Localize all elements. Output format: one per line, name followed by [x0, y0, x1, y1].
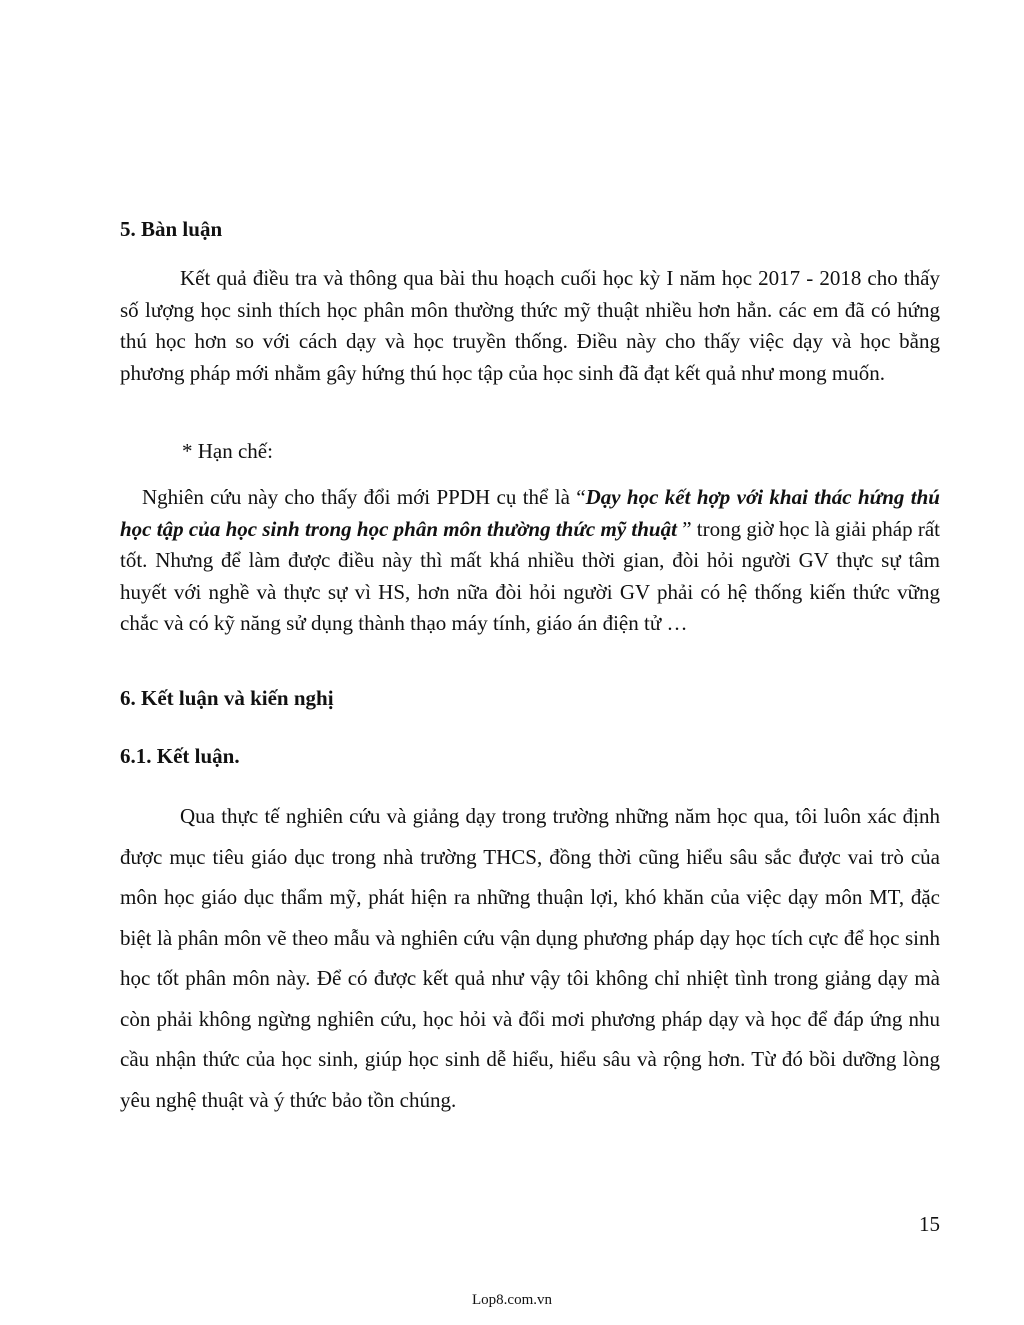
page-number: 15 — [919, 1212, 940, 1236]
limitation-paragraph — [120, 482, 940, 640]
limitation-label: * Hạn chế: — [182, 439, 273, 463]
section-6-heading: 6. Kết luận và kiến nghị — [120, 686, 334, 710]
limitation-prefix: Nghiên cứu này cho thấy đổi mới PPDH cụ thể là “ — [142, 485, 586, 509]
footer-source: Lop8.com.vn — [472, 1292, 552, 1308]
section-6-1-heading: 6.1. Kết luận. — [120, 744, 240, 768]
section-6-1-paragraph: Qua thực tế nghiên cứu và giảng dạy trong trường những năm học qua, tôi luôn xác định được mục tiêu giáo dục trong nhà trường THCS, đồng thời cũng hiểu sâu sắc được vai trò của môn học giáo dục thẩm mỹ, phát hiện ra những thuận lợi, khó khăn của việc dạy môn MT, đặc biệt là phân môn vẽ theo mẫu và nghiên cứu vận dụng phương pháp dạy học tích cực để học sinh học tốt phân môn này. Để có được kết quả như vậy tôi không chỉ nhiệt tình trong giảng dạy mà còn phải không ngừng nghiên cứu, học hỏi và đổi mơi phương pháp dạy và học để đáp ứng nhu cầu nhận thức của học sinh, giúp học sinh dễ hiểu, hiểu sâu và rộng hơn. Từ đó bồi dưỡng lòng yêu nghệ thuật và ý thức bảo tồn chúng. — [120, 804, 940, 1112]
limitation-suffix: ” trong giờ học là giải pháp rất tốt. Nhưng để làm được điều này thì mất khá nhiều thời gian, đòi hỏi người GV thực sự tâm huyết với nghề và thực sự vì HS, hơn nữa đòi hỏi người GV phải có hệ thống kiến thức vững chắc và có kỹ năng sử dụng thành thạo máy tính, giáo án điện tử … — [120, 516, 940, 635]
limitation-emphasis: Dạy học kết hợp với khai thác hứng thú học tập của học sinh trong học phân môn thường thức mỹ thuật — [120, 485, 940, 541]
section-5-paragraph: Kết quả điều tra và thông qua bài thu hoạch cuối học kỳ I năm học 2017 - 2018 cho thấy số lượng học sinh thích học phân môn thường thức mỹ thuật nhiều hơn hẳn. các em đã có hứng thú học hơn so với cách dạy và học truyền thống. Điều này cho thấy việc dạy và học bằng phương pháp mới nhằm gây hứng thú học tập của học sinh đã đạt kết quả như mong muốn. — [120, 266, 940, 385]
section-5-heading: 5. Bàn luận — [120, 217, 223, 241]
